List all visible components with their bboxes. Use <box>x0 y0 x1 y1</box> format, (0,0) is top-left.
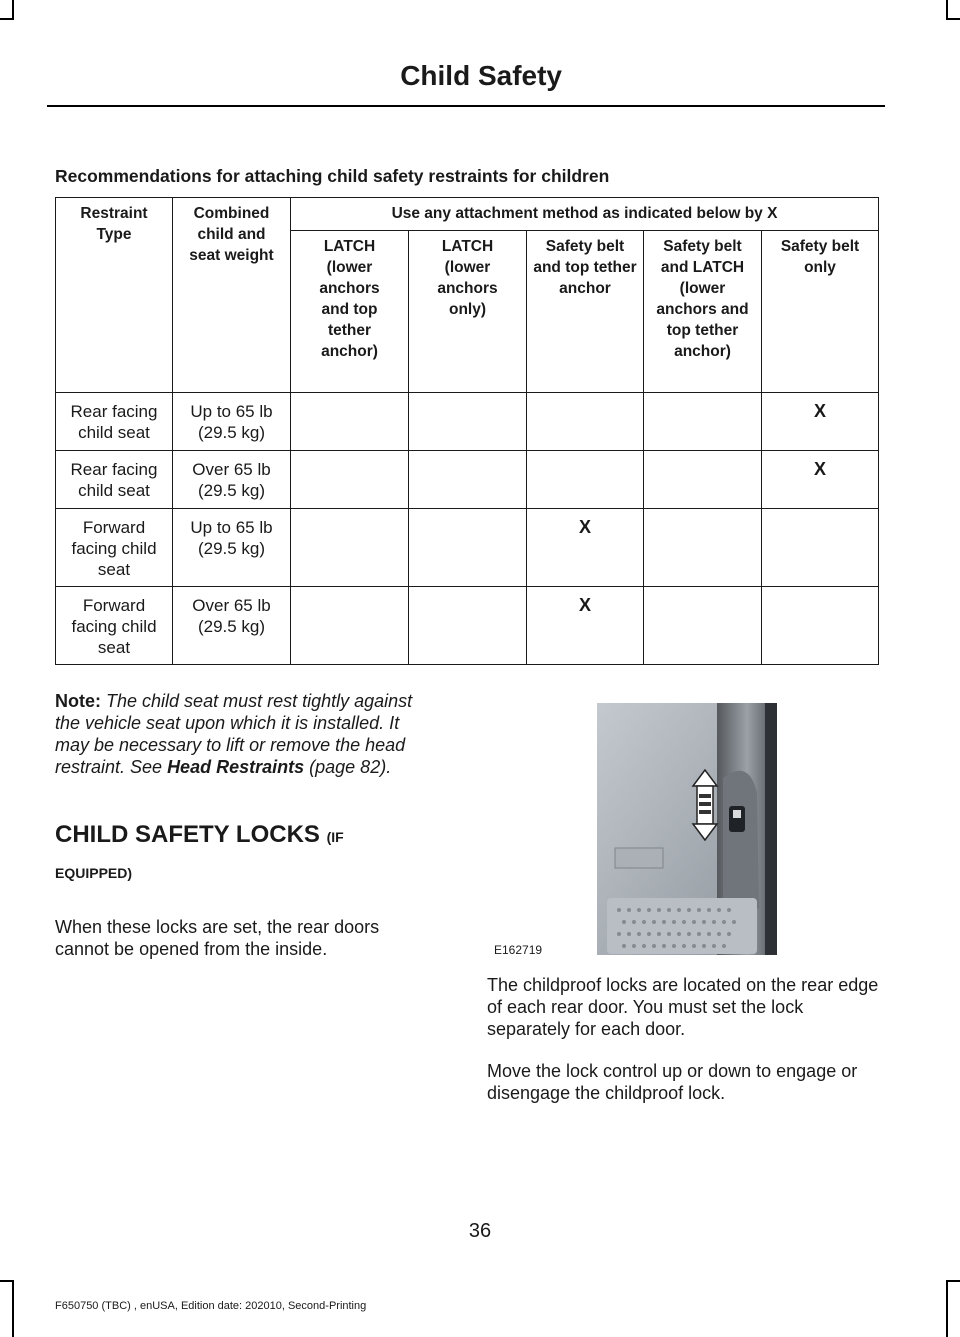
cell-mark <box>644 587 762 665</box>
section-intro: When these locks are set, the rear doors cannot be opened from the inside. <box>55 917 380 959</box>
section-heading <box>55 820 435 888</box>
cell-mark <box>762 587 879 665</box>
cell-restraint-type: Rear facing child seat <box>56 393 173 451</box>
header-methods-group: Use any attachment method as indicated below by X <box>291 198 879 231</box>
head-restraints-link[interactable]: Head Restraints <box>167 757 305 777</box>
cell-mark <box>527 393 644 451</box>
crop-mark <box>946 18 960 20</box>
crop-mark <box>946 0 948 20</box>
cell-mark <box>409 393 527 451</box>
lock-location-text: The childproof locks are located on the rear edge of each rear door. You must set the lock separately for each door. <box>487 975 879 1039</box>
table-row <box>56 451 879 509</box>
crop-mark <box>946 1280 948 1337</box>
lock-recess <box>723 771 759 914</box>
table-caption: Recommendations for attaching child safety restraints for children <box>55 166 610 186</box>
cell-weight: Over 65 lb (29.5 kg) <box>173 587 291 665</box>
child-lock-figure <box>487 698 879 960</box>
note-end: . <box>386 757 392 777</box>
cell-mark <box>762 509 879 587</box>
section-title: CHILD SAFETY LOCKS <box>55 821 320 848</box>
section-qualifier: (IF <box>326 829 344 845</box>
cell-mark <box>409 451 527 509</box>
left-column <box>55 690 435 960</box>
note-paragraph <box>55 690 435 778</box>
cell-restraint-type: Rear facing child seat <box>56 451 173 509</box>
note-label: Note: <box>55 691 101 711</box>
crop-mark <box>946 1280 960 1282</box>
cell-mark <box>409 587 527 665</box>
table-row <box>56 587 879 665</box>
page-header-title: Child Safety <box>400 60 562 91</box>
cell-mark <box>409 509 527 587</box>
cell-weight: Up to 65 lb (29.5 kg) <box>173 393 291 451</box>
cell-mark: X <box>762 451 879 509</box>
cell-mark <box>644 509 762 587</box>
header-restraint-type: Restraint Type <box>56 198 173 393</box>
cell-restraint-type: Forward facing child seat <box>56 509 173 587</box>
door-gap <box>765 703 777 955</box>
door-edge-illustration <box>487 698 879 960</box>
cell-mark <box>644 393 762 451</box>
section-qualifier-cont: EQUIPPED) <box>55 865 133 881</box>
header-method-belt-tether: Safety belt and top tether anchor <box>527 231 644 393</box>
note-text: The child seat must rest tightly against the vehicle seat upon which it is installed. It may be necessary to lift or remove the head restraint. See <box>55 691 413 777</box>
cell-mark <box>291 509 409 587</box>
door-label-plate <box>615 848 663 868</box>
header-method-latch-lower: LATCH (lower anchors only) <box>409 231 527 393</box>
cell-mark <box>291 451 409 509</box>
cell-mark: X <box>527 587 644 665</box>
crop-mark <box>0 18 14 20</box>
header-method-latch-full: LATCH (lower anchors and top tether anchor) <box>291 231 409 393</box>
table-row <box>56 509 879 587</box>
lock-operation-text: Move the lock control up or down to engage or disengage the childproof lock. <box>487 1061 858 1103</box>
cell-mark: X <box>762 393 879 451</box>
crop-mark <box>12 1280 14 1337</box>
cell-mark <box>527 451 644 509</box>
figure-code: E162719 <box>494 943 543 957</box>
table-row <box>56 393 879 451</box>
header-combined-weight: Combined child and seat weight <box>173 198 291 393</box>
header-method-belt-latch: Safety belt and LATCH (lower anchors and top tether anchor) <box>644 231 762 393</box>
cell-mark: X <box>527 509 644 587</box>
cell-mark <box>291 587 409 665</box>
header-rule <box>47 105 885 107</box>
header-method-belt-only: Safety belt only <box>762 231 879 393</box>
lock-switch <box>733 810 741 818</box>
speaker-grille <box>607 898 757 954</box>
cell-mark <box>644 451 762 509</box>
restraint-recommendation-table <box>55 197 879 665</box>
right-column <box>487 974 879 1104</box>
up-down-arrow-icon <box>693 770 717 840</box>
crop-mark <box>0 1280 14 1282</box>
page-number: 36 <box>468 1220 492 1242</box>
footer-text: F650750 (TBC) , enUSA, Edition date: 202010, Second-Printing <box>55 1300 367 1312</box>
cell-weight: Up to 65 lb (29.5 kg) <box>173 509 291 587</box>
cell-mark <box>291 393 409 451</box>
lock-control <box>729 806 745 832</box>
xref-page: (page 82) <box>309 757 387 777</box>
cell-restraint-type: Forward facing child seat <box>56 587 173 665</box>
cell-weight: Over 65 lb (29.5 kg) <box>173 451 291 509</box>
crop-mark <box>12 0 14 20</box>
